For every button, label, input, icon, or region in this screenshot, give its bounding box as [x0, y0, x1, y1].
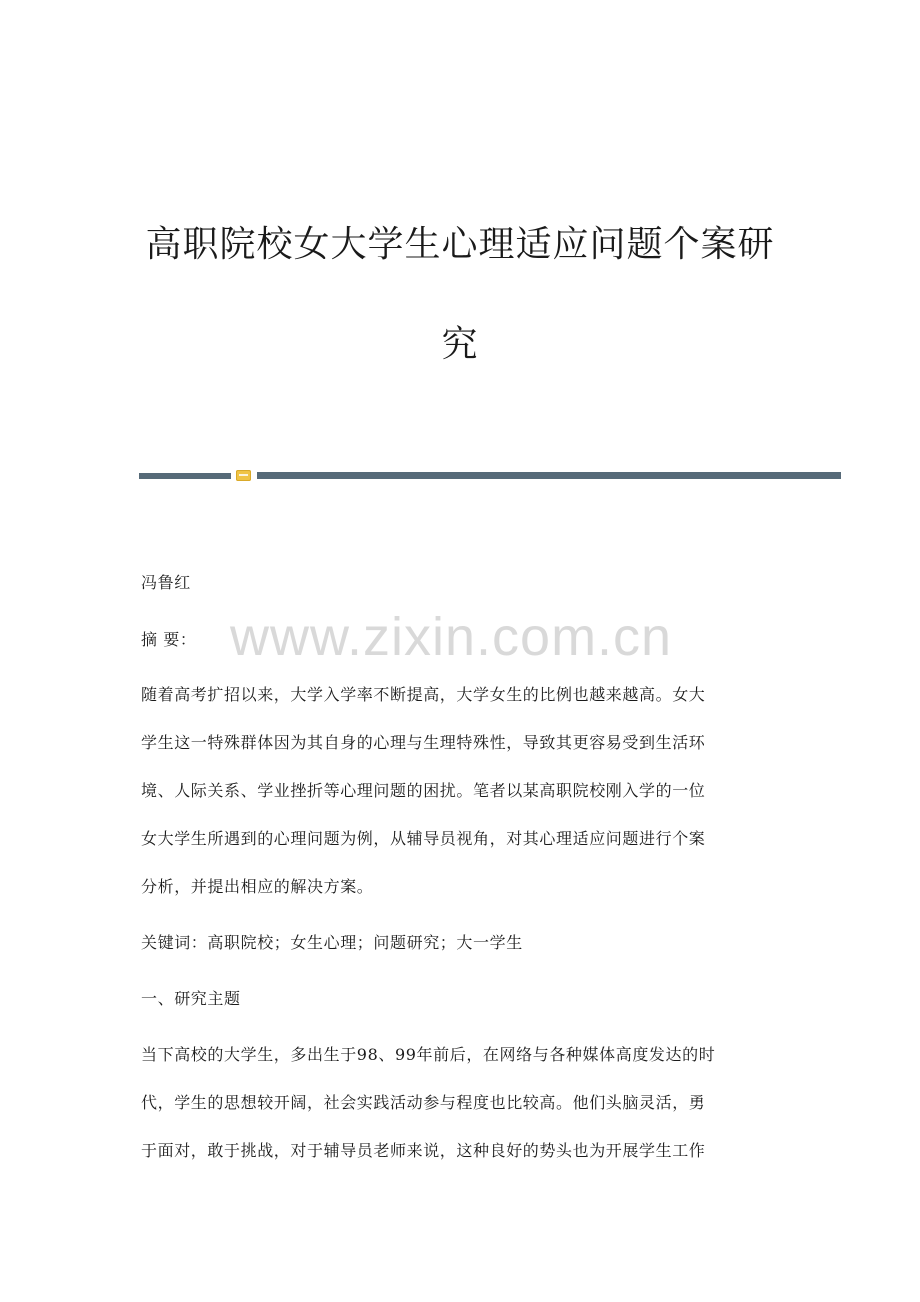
document-title-line-2: 究 [441, 324, 479, 365]
keywords: 关键词：高职院校；女生心理；问题研究；大一学生 [141, 933, 523, 952]
document-title-line-1: 高职院校女大学生心理适应问题个案研 [145, 224, 775, 265]
body-line: 当下高校的大学生，多出生于98、99年前后，在网络与各种媒体高度发达的时 [141, 1045, 716, 1064]
divider-bar-right [257, 472, 841, 479]
section-heading: 一、研究主题 [141, 989, 241, 1008]
divider-bar-left [139, 473, 231, 479]
title-divider [139, 470, 841, 482]
abstract-line: 女大学生所遇到的心理问题为例，从辅导员视角，对其心理适应问题进行个案 [141, 829, 706, 848]
abstract-line: 随着高考扩招以来，大学入学率不断提高，大学女生的比例也越来越高。女大 [141, 685, 706, 704]
body-line: 代，学生的思想较开阔，社会实践活动参与程度也比较高。他们头脑灵活，勇 [141, 1093, 706, 1112]
watermark: www.zixin.com.cn [230, 607, 673, 667]
divider-ornament-icon [236, 470, 251, 481]
abstract-line: 境、人际关系、学业挫折等心理问题的困扰。笔者以某高职院校刚入学的一位 [141, 781, 706, 800]
abstract-line: 分析，并提出相应的解决方案。 [141, 877, 374, 896]
abstract-label: 摘 要： [141, 630, 197, 649]
author: 冯鲁红 [141, 573, 191, 592]
abstract-line: 学生这一特殊群体因为其自身的心理与生理特殊性，导致其更容易受到生活环 [141, 733, 706, 752]
body-line: 于面对，敢于挑战，对于辅导员老师来说，这种良好的势头也为开展学生工作 [141, 1141, 706, 1160]
